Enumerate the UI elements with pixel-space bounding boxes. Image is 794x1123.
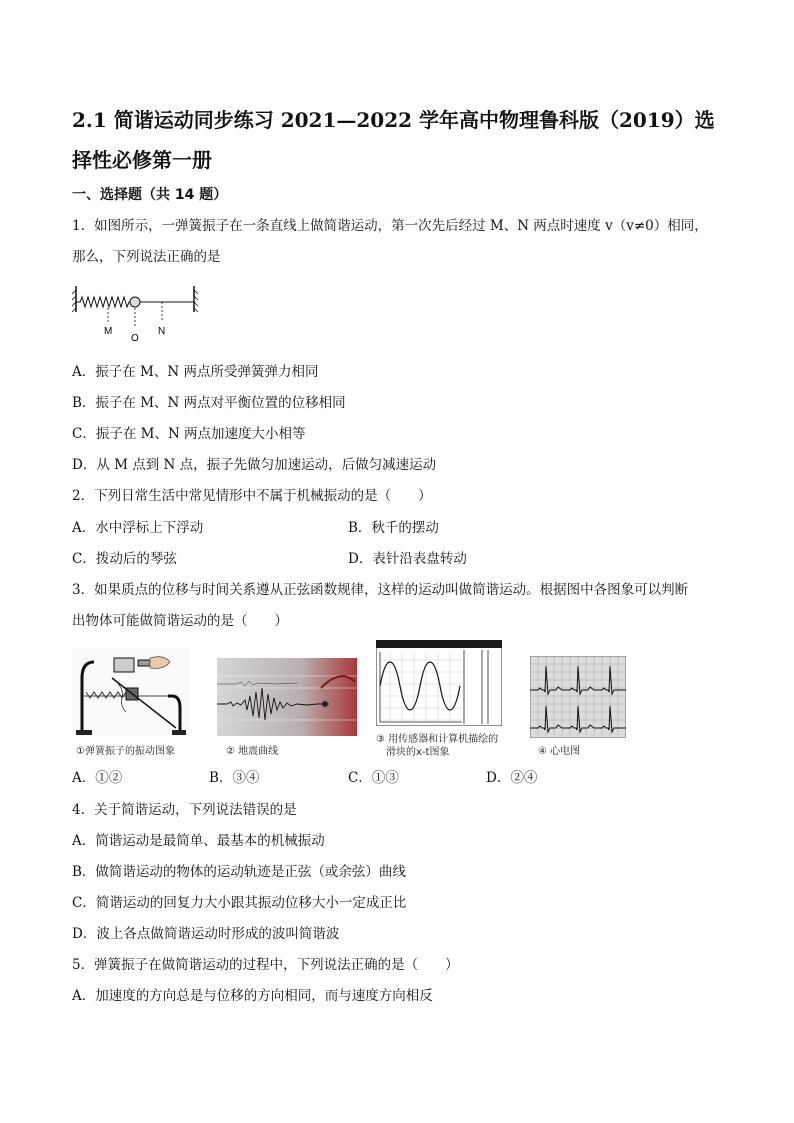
q3-option-b: B．③④ bbox=[209, 770, 260, 786]
label-n: N bbox=[158, 326, 166, 337]
q3-stem-line1: 3．如果质点的位移与时间关系遵从正弦函数规律，这样的运动叫做简谐运动。根据图中各图象可以判断 bbox=[72, 582, 689, 598]
q3-option-c: C．①③ bbox=[348, 770, 399, 786]
q2-option-c: C．拨动后的琴弦 bbox=[72, 551, 177, 567]
spring-oscillator-figure bbox=[72, 284, 202, 346]
section-heading: 一、选择题（共 14 题） bbox=[72, 187, 228, 203]
label-m: M bbox=[104, 326, 113, 337]
spring bbox=[76, 297, 130, 307]
spring-apparatus-figure bbox=[72, 648, 190, 736]
q4-option-b: B．做简谐运动的物体的运动轨迹是正弦（或余弦）曲线 bbox=[72, 864, 406, 880]
q4-option-d: D．波上各点做简谐运动时形成的波叫简谐波 bbox=[72, 926, 340, 942]
sensor-xt-figure bbox=[376, 640, 502, 726]
seismograph-figure bbox=[217, 658, 357, 736]
q2-option-b: B．秋千的摆动 bbox=[348, 520, 439, 536]
q2-option-d: D．表针沿表盘转动 bbox=[348, 551, 467, 567]
q1-option-d: D．从 M 点到 N 点，振子先做匀加速运动，后做匀减速运动 bbox=[72, 457, 437, 473]
document-title: 2.1 简谐运动同步练习 2021—2022 学年高中物理鲁科版（2019）选择性必修第一册 bbox=[72, 108, 715, 172]
q2-stem: 2．下列日常生活中常见情形中不属于机械振动的是（ ） bbox=[72, 488, 432, 504]
ecg-figure bbox=[530, 656, 626, 738]
q3-option-a: A．①② bbox=[72, 770, 123, 786]
q4-stem: 4．关于简谐运动，下列说法错误的是 bbox=[72, 802, 297, 818]
caption-2: ② 地震曲线 bbox=[226, 746, 279, 757]
caption-1: ①弹簧振子的振动图象 bbox=[76, 746, 175, 757]
caption-4: ④ 心电图 bbox=[538, 746, 581, 757]
q4-option-c: C．简谐运动的回复力大小跟其振动位移大小一定成正比 bbox=[72, 895, 407, 911]
q1-option-b: B．振子在 M、N 两点对平衡位置的位移相同 bbox=[72, 395, 346, 411]
q3-option-d: D．②④ bbox=[486, 770, 538, 786]
q4-option-a: A．简谐运动是最简单、最基本的机械振动 bbox=[72, 833, 325, 849]
q2-option-a: A．水中浮标上下浮动 bbox=[72, 520, 204, 536]
q1-stem-line1: 1．如图所示，一弹簧振子在一条直线上做简谐运动，第一次先后经过 M、N 两点时速度 v（v≠0）相同， bbox=[72, 218, 708, 234]
q1-option-a: A．振子在 M、N 两点所受弹簧弹力相同 bbox=[72, 364, 319, 380]
label-o: O bbox=[131, 333, 139, 344]
caption-3a: ③ 用传感器和计算机描绘的 bbox=[376, 734, 499, 745]
oscillator-ball bbox=[130, 297, 140, 307]
caption-3b: 滑块的x-t图象 bbox=[386, 747, 450, 758]
q1-stem-line2: 那么，下列说法正确的是 bbox=[72, 249, 221, 265]
q3-stem-line2: 出物体可能做简谐运动的是（ ） bbox=[72, 613, 288, 629]
q5-stem: 5．弹簧振子在做简谐运动的过程中，下列说法正确的是（ ） bbox=[72, 957, 459, 973]
q1-option-c: C．振子在 M、N 两点加速度大小相等 bbox=[72, 426, 306, 442]
q5-option-a: A．加速度的方向总是与位移的方向相同，而与速度方向相反 bbox=[72, 988, 433, 1004]
